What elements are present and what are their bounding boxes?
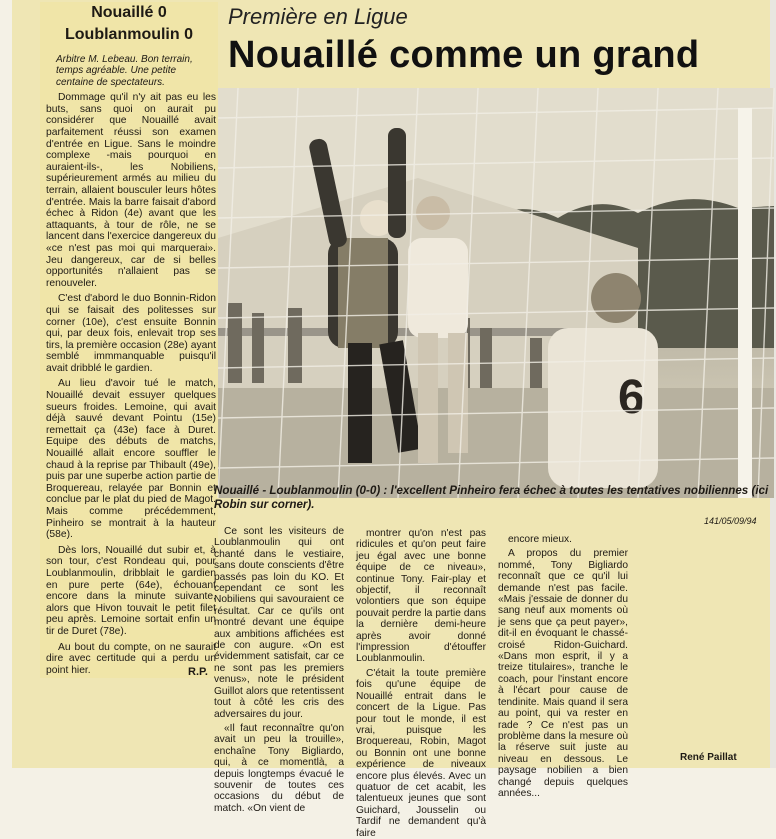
article-paragraph: montrer qu'on n'est pas ridicules et qu'on peut faire jeu égal avec une bonne équipe de ce niveau», continue Tony. Fair-play et objectif, il reconnaît volontiers que son équipe pouvait perdre la partie dans la dernière demi-heure après avoir donné l'impression d'étouffer Loublanmoulin. bbox=[356, 528, 486, 665]
author-signature: René Paillat bbox=[680, 752, 737, 763]
article-paragraph: Ce sont les visiteurs de Loublanmoulin qui ont chanté dans le vestiaire, sans doute conscients d'être passés pas loin du KO. Et cependant ce sont les Nobiliens qui savouraient ce résultat. Car ce qu'ils ont montré devant une équipe aux ambitions affichées est de con augure. «On est évidemment satisfait, car ce ne sont pas les premiers venus», note le président Guillot alors que retentissent tout à côté les cris des adversaires du jour. bbox=[214, 526, 344, 720]
article-column-3 bbox=[498, 534, 628, 799]
match-photo bbox=[218, 88, 774, 498]
photo-credit-date: 141/05/09/94 bbox=[704, 516, 757, 526]
kicker: Première en Ligue bbox=[228, 4, 408, 29]
photo-illustration bbox=[218, 88, 774, 498]
jersey-number: 6 bbox=[618, 371, 645, 424]
match-meta: Arbitre M. Lebeau. Bon terrain, temps agréable. Une petite centaine de spectateurs. bbox=[56, 54, 193, 88]
article-body bbox=[214, 526, 770, 839]
match-report bbox=[46, 92, 216, 676]
score-line-team1: Nouaillé 0 bbox=[91, 4, 167, 21]
score-line-team2: Loublanmoulin 0 bbox=[65, 26, 193, 43]
report-paragraph: Au lieu d'avoir tué le match, Nouaillé devait essuyer quelques sueurs froides. Lemoine, qui avait déjà sauvé devant Pointu (15e) remettait ça (43e) face à Duret. Equipe des débuts de matchs, Nouaillé allait encore souffler le chaud à la reprise par Thibault (49e), puis par une superbe action partie de Broquereau, relayée par Bonnin et conclue par le plat du pied de Magot. Mais comme précédemment, Pinheiro se montrait à la hauteur (58e). bbox=[46, 378, 217, 541]
article-paragraph: encore mieux. bbox=[508, 534, 572, 545]
article-column-2 bbox=[356, 528, 486, 839]
article-paragraph: «Il faut reconnaître qu'on avait un peu la trouille», enchaîne Tony Bigliardo, qui, à ce momentlà, a depuis longtemps évacué le souvenir de toutes ces occasions du début de match. «On vient de bbox=[214, 722, 344, 814]
match-summary-column bbox=[40, 2, 218, 678]
article-column-1 bbox=[214, 526, 344, 814]
headline: Nouaillé comme un grand bbox=[228, 34, 700, 76]
author-initials: R.P. bbox=[188, 666, 208, 679]
report-paragraph: C'est d'abord le duo Bonnin-Ridon qui se faisait des politesses sur corner (10e), c'est ensuite Bonnin qui, par deux fois, enlevait trop ses tirs, la première occasion (28e) ayant semblé immmanquable puisqu'il avait dribblé le gardien. bbox=[46, 293, 216, 374]
goal-post bbox=[738, 108, 752, 498]
photo-caption: Nouaillé - Loublanmoulin (0-0) : l'excellent Pinheiro fera échec à toutes les tentatives nobiliennes (ici Robin sur corner). bbox=[214, 484, 769, 511]
report-paragraph: Au bout du compte, on ne saurait dire avec certitude qui a perdu un point hier. bbox=[46, 641, 216, 676]
report-paragraph: Dommage qu'il n'y ait pas eu les buts, sans quoi on aurait pu considérer que Nouaillé avait parfaitement réussi son examen d'entrée en Ligue. Sans le moindre complexe -mais pourquoi en auraient-ils-, les Nobiliens, supérieurement armés au milieu du terrain, allaient bousculer leurs hôtes d'entrée. Mais la barre faisait d'abord échec à Ridon (4e) avant que les attaquants, à tour de rôle, ne se lancent dans l'exercice dangereux du «ce n'est pas moi qui marquerai». Jeu dangereux, car de si belles opportunités n'allaient pas se renouveler. bbox=[46, 92, 216, 289]
photo-ground bbox=[218, 388, 774, 498]
article-paragraph: A propos du premier nommé, Tony Bigliardo reconnaît que ce qu'il lui demande n'est pas facile. «Mais j'essaie de donner du sang neuf aux moments où je sens que ça peut payer», dit-il en évoquant le chassé-croisé Ridon-Guichard. «Dans mon esprit, il y a treize titulaires», tranche le coach, pour l'instant encore à l'écart pour cause de tendinite. Mais quand il sera au point, qui va rester en rade ? Ce n'est pas un problème dans la mesure où la réserve suit juste au niveau en dessous. Le paysage nobilien a bien changé depuis quelques années... bbox=[498, 548, 628, 799]
article-paragraph: C'était la toute première fois qu'une équipe de Nouaillé entrait dans le concert de la Ligue. Pas pour tout le monde, il est vrai, puisque les Broquereau, Robin, Magot ou Bonnin ont une bonne expérience de niveaux encore plus élevés. Avec un quatuor de cet acabit, les talentueux jeunes que sont Guichard, Jousselin ou Tardif ne demandent qu'à faire bbox=[356, 667, 486, 839]
report-paragraph: Dès lors, Nouaillé dut subir et, à son tour, c'est Rondeau qui, pour Loublanmoulin, dribblait le gardien en pure perte (64e), échouant encore dans la minute suivante, alors que Hivon touvait le petit filet peu après. Lemoine sortait enfin un tir de Duret (78e). bbox=[46, 544, 216, 637]
